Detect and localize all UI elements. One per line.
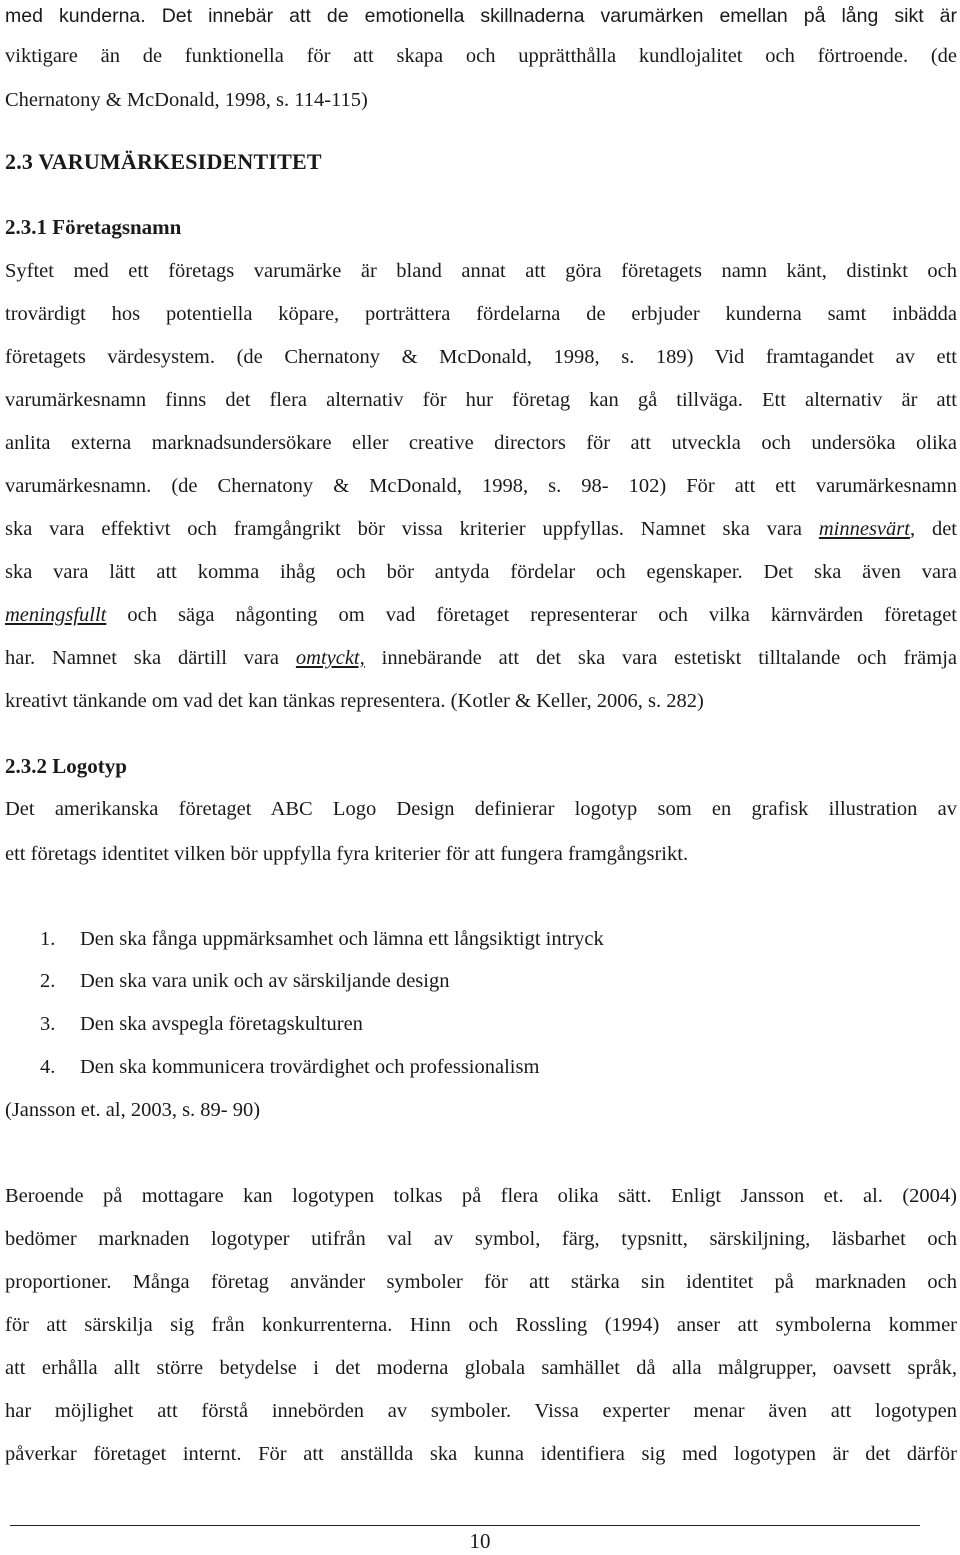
body-line: kreativt tänkande om vad det kan tänkas representera. (Kotler & Keller, 2006, s. 282) — [5, 690, 704, 712]
body-line: Beroende på mottagare kan logotypen tolkas på flera olika sätt. Enligt Jansson et. al. (2004) — [5, 1185, 957, 1207]
body-line: anlita externa marknadsundersökare eller creative directors för att utveckla och undersöka olika — [5, 432, 957, 454]
list-item: Den ska fånga uppmärksamhet och lämna ett långsiktigt intryck — [80, 928, 604, 950]
list-item: Den ska kommunicera trovärdighet och professionalism — [80, 1056, 540, 1078]
body-line: varumärkesnamn. (de Chernatony & McDonald, 1998, s. 98- 102) För att ett varumärkesnamn — [5, 475, 957, 497]
list-item: Den ska avspegla företagskulturen — [80, 1013, 363, 1035]
list-number: 2. — [40, 970, 56, 992]
intro-line-3: Chernatony & McDonald, 1998, s. 114-115) — [5, 89, 368, 111]
emphasis-meningsfullt: meningsfullt — [5, 604, 107, 626]
body-line: ska vara lätt att komma ihåg och bör antyda fördelar och egenskaper. Det ska även vara — [5, 561, 957, 583]
body-line: Syftet med ett företags varumärke är bland annat att göra företagets namn känt, distinkt och — [5, 260, 957, 282]
body-line: för att särskilja sig från konkurrenterna. Hinn och Rossling (1994) anser att symbolerna kommer — [5, 1314, 957, 1336]
intro-line-2: viktigare än de funktionella för att skapa och upprätthålla kundlojalitet och förtroende. (de — [5, 45, 957, 67]
body-line: har möjlighet att förstå innebörden av symboler. Vissa experter menar även att logotypen — [5, 1400, 957, 1422]
footer-divider — [10, 1525, 920, 1526]
list-number: 1. — [40, 928, 56, 950]
intro-line-1: med kunderna. Det innebär att de emotionella skillnaderna varumärken emellan på lång sikt är — [5, 5, 957, 27]
page-number: 10 — [469, 1529, 491, 1553]
emphasis-omtyckt: omtyckt, — [295, 647, 365, 669]
body-line: varumärkesnamn finns det flera alternativ för hur företag kan gå tillväga. Ett alternativ är att — [5, 389, 957, 411]
body-line: bedömer marknaden logotyper utifrån val av symbol, färg, typsnitt, särskiljning, läsbarhet och — [5, 1228, 957, 1250]
list-number: 3. — [40, 1013, 56, 1035]
body-line: påverkar företaget internt. För att anställda ska kunna identifiera sig med logotypen är det därför — [5, 1443, 957, 1465]
body-line: att erhålla allt större betydelse i det moderna globala samhället då alla målgrupper, oavsett språk, — [5, 1357, 957, 1379]
list-item: Den ska vara unik och av särskiljande design — [80, 970, 450, 992]
body-line: ett företags identitet vilken bör uppfylla fyra kriterier för att fungera framgångsrikt. — [5, 843, 689, 865]
emphasis-minnesvart: minnesvärt — [818, 518, 910, 540]
subsection-heading-logotyp: 2.3.2 Logotyp — [5, 754, 127, 778]
body-line: Det amerikanska företaget ABC Logo Design definierar logotyp som en grafisk illustration av — [5, 798, 957, 820]
subsection-heading-foretagsnamn: 2.3.1 Företagsnamn — [5, 215, 182, 239]
body-line: proportioner. Många företag använder symboler för att stärka sin identitet på marknaden och — [5, 1271, 957, 1293]
citation: (Jansson et. al, 2003, s. 89- 90) — [5, 1099, 261, 1121]
list-number: 4. — [40, 1056, 56, 1078]
body-line: ska vara effektivt och framgångrikt bör vissa kriterier uppfyllas. Namnet ska vara minnesvärt, det — [5, 518, 957, 540]
body-line: meningsfullt och säga någonting om vad företaget representerar och vilka kärnvärden företaget — [5, 604, 957, 626]
body-line: har. Namnet ska därtill vara omtyckt, innebärande att det ska vara estetiskt tilltalande och främja — [5, 647, 957, 669]
body-line: trovärdigt hos potentiella köpare, porträttera fördelarna de erbjuder kunderna samt inbädda — [5, 303, 957, 325]
body-line: företagets värdesystem. (de Chernatony & McDonald, 1998, s. 189) Vid framtagandet av ett — [5, 346, 957, 368]
section-heading: 2.3 VARUMÄRKESIDENTITET — [5, 149, 322, 174]
